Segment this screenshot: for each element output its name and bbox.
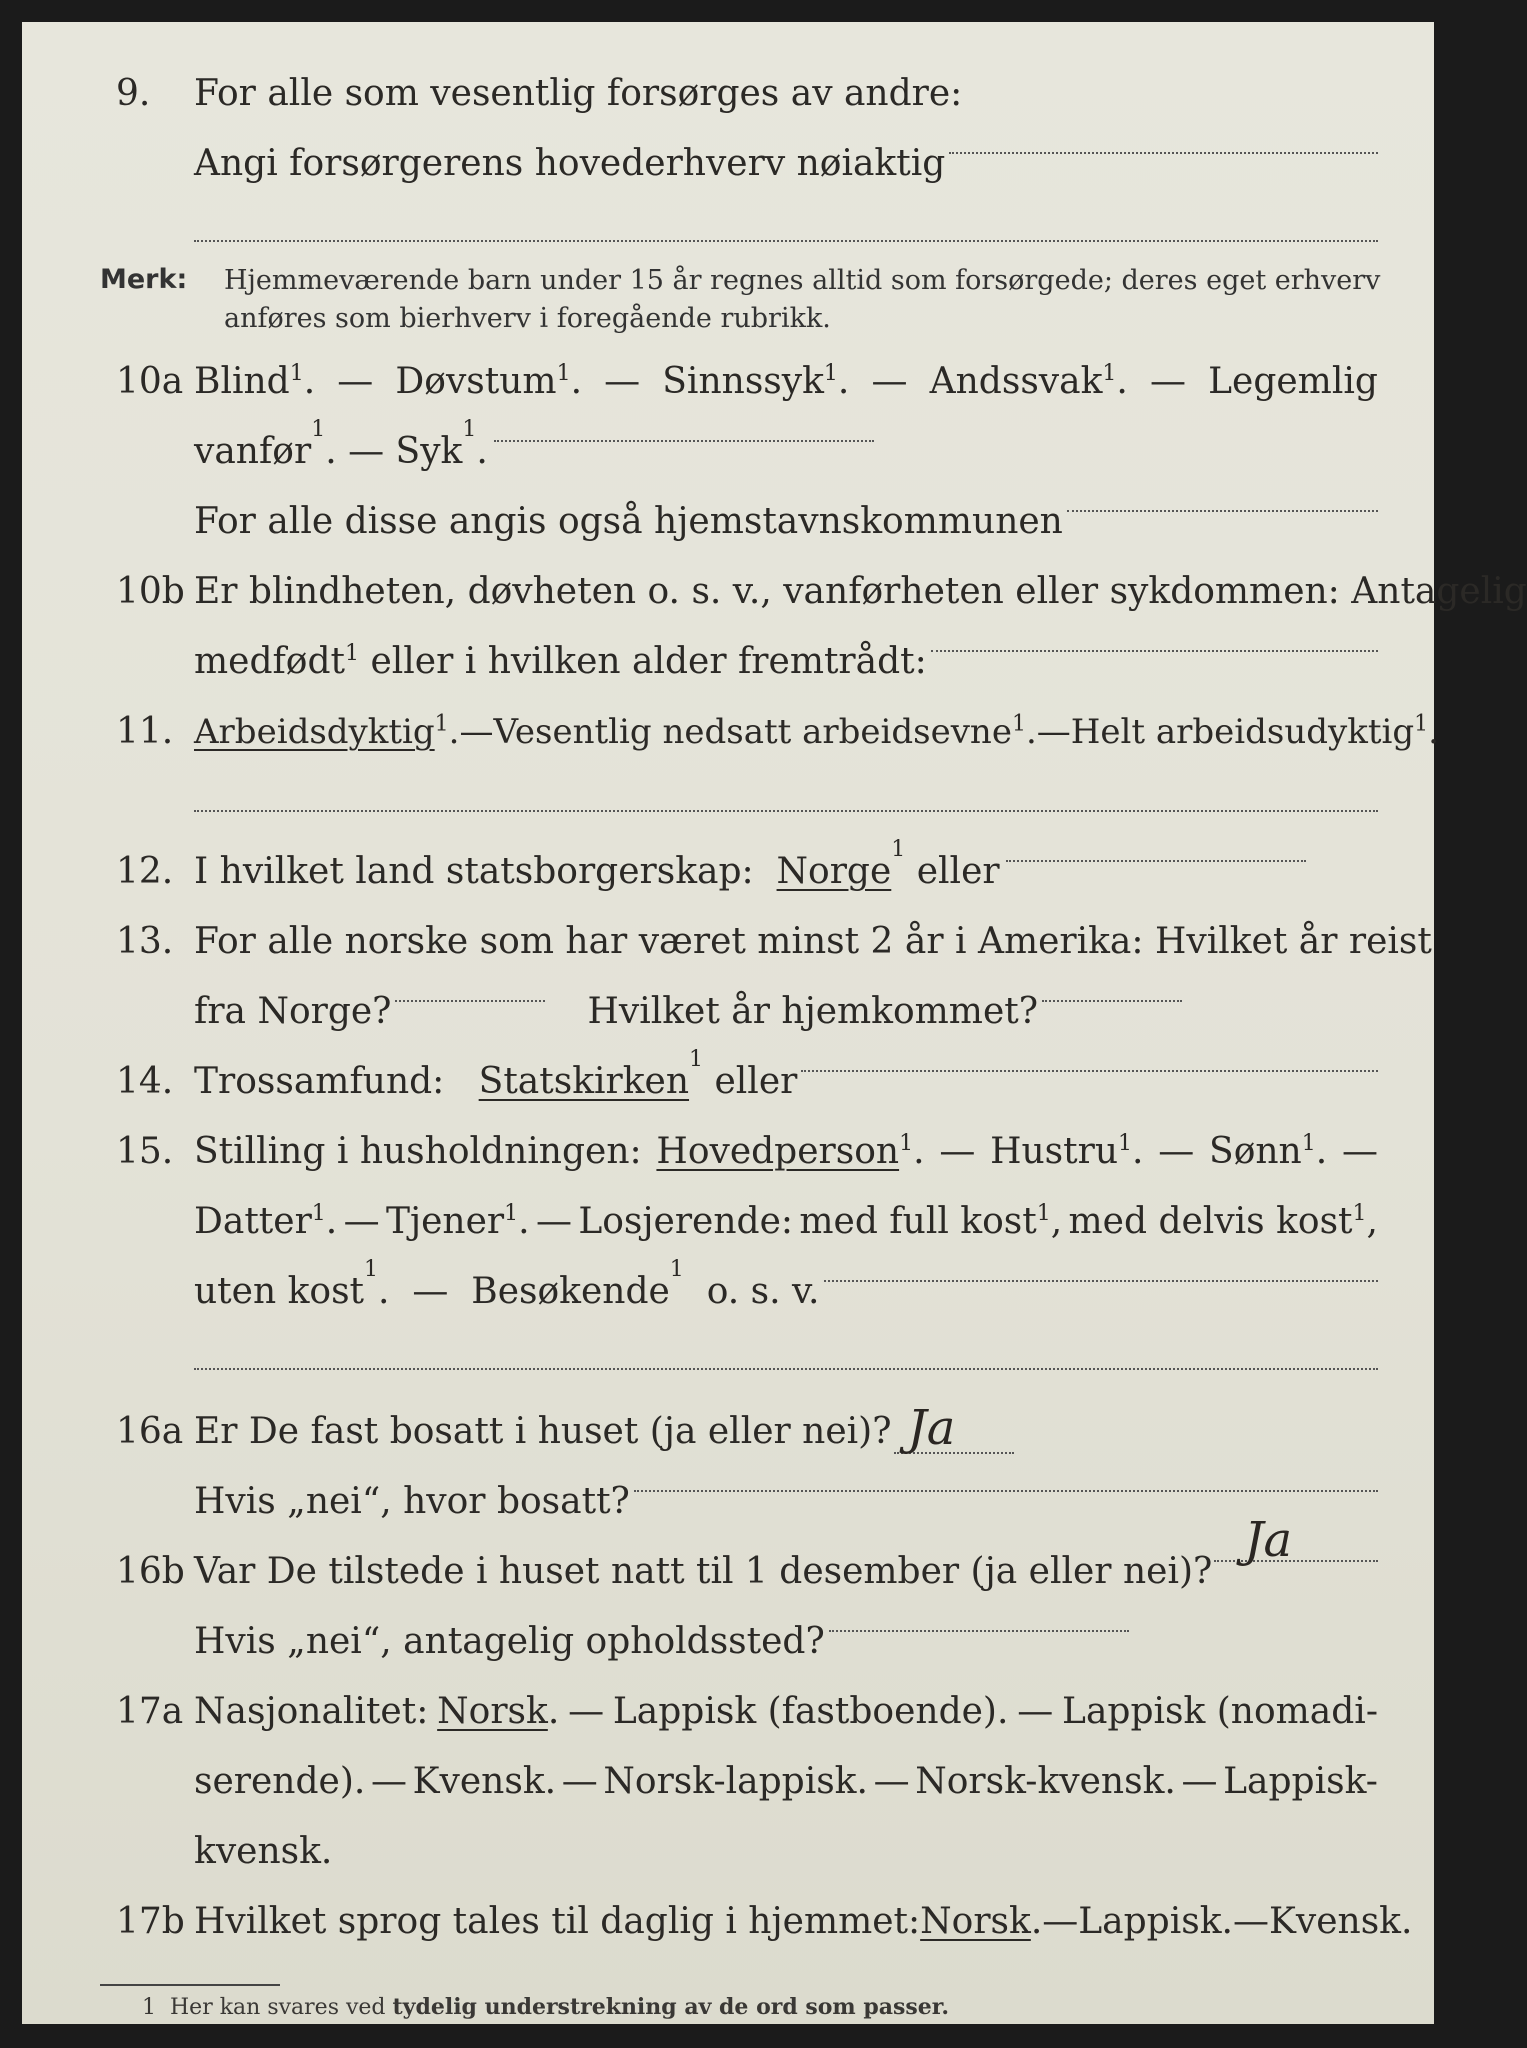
- q11-line1: Arbeidsdyktig$^1$. — Vesentlig nedsatt arbeidsevne$^1$. — Helt arbeidsudyktig$^1$.: [194, 711, 1439, 752]
- footnote-bold-text: tydelig understrekning av de ord som passer.: [392, 1994, 950, 2020]
- q17a-option-norsk-lappisk[interactable]: Norsk-lappisk.: [603, 1761, 868, 1802]
- q17a-line3: kvensk.: [194, 1831, 333, 1872]
- q15-answer-field[interactable]: [824, 1270, 1379, 1282]
- q16b-handwritten-answer: Ja: [1244, 1512, 1293, 1568]
- q9-line2-text: Angi forsørgerens hovederhverv nøiaktig: [194, 143, 946, 184]
- footnote-marker: 1: [142, 1995, 156, 2020]
- q16a-handwritten-answer: Ja: [907, 1400, 956, 1456]
- q16b-followup-field[interactable]: [829, 1620, 1129, 1632]
- q11-option-arbeidsdyktig[interactable]: Arbeidsdyktig: [194, 712, 435, 752]
- q16a-line2: [194, 1480, 1378, 1524]
- q12-eller: eller: [916, 851, 1000, 892]
- q11-extra-line[interactable]: [194, 810, 1378, 812]
- q17b-number: 17b: [116, 1901, 185, 1942]
- q10b-line1: Er blindheten, døvheten o. s. v., vanførheten eller sykdommen: Antagelig: [194, 571, 1527, 612]
- q14-number: 14.: [116, 1061, 174, 1102]
- q12-label: I hvilket land statsborgerskap:: [194, 851, 754, 892]
- q9-extra-line[interactable]: [194, 240, 1378, 242]
- q10b-answer-field[interactable]: [931, 640, 1378, 652]
- q10a-number: 10a: [116, 361, 184, 402]
- q15-label: Stilling i husholdningen:: [194, 1131, 642, 1172]
- q15-osv: o. s. v.: [706, 1271, 820, 1312]
- footnote-text: Her kan svares ved: [170, 1995, 386, 2020]
- q13-line1: For alle norske som har været minst 2 år i Amerika: Hvilket år reist: [194, 921, 1432, 962]
- q12-number: 12.: [116, 851, 174, 892]
- q10a-option-vanfor[interactable]: vanfør: [194, 431, 312, 472]
- q17a-line2: serende). — Kvensk. — Norsk-lappisk. — Norsk-kvensk. — Lappisk-: [194, 1761, 1378, 1802]
- q14-answer-field[interactable]: [801, 1060, 1378, 1072]
- q17a-number: 17a: [116, 1691, 184, 1732]
- q17a-option-kvensk[interactable]: Kvensk.: [412, 1761, 557, 1802]
- q17a-option-lappisk-fast[interactable]: Lappisk (fastboende).: [612, 1691, 1009, 1732]
- q10a-option-syk[interactable]: Syk: [395, 431, 463, 472]
- q10a-option-legemlig[interactable]: Legemlig: [1208, 361, 1378, 402]
- footnote: [142, 1994, 949, 2020]
- q11-option-nedsatt[interactable]: Vesentlig nedsatt arbeidsevne: [493, 712, 1012, 752]
- q16b-followup: Hvis „nei“, antagelig opholdssted?: [194, 1621, 825, 1662]
- q11-number: 11.: [116, 711, 174, 752]
- q10b-option-medfodt[interactable]: medfødt: [194, 641, 345, 682]
- q16a-followup-field[interactable]: [634, 1480, 1378, 1492]
- q13-return-question: Hvilket år hjemkommet?: [587, 991, 1039, 1032]
- q17a-option-lappisk-kvensk[interactable]: Lappisk-: [1223, 1761, 1378, 1802]
- q17a-label: Nasjonalitet:: [194, 1691, 429, 1732]
- q10b-number: 10b: [116, 571, 185, 612]
- q14-option-statskirken[interactable]: Statskirken: [478, 1061, 690, 1102]
- q13-return-field[interactable]: [1042, 990, 1182, 1002]
- q13-number: 13.: [116, 921, 174, 962]
- q16a-answer-field[interactable]: [894, 1400, 1014, 1456]
- q15-option-datter[interactable]: Datter: [194, 1201, 312, 1242]
- q9-answer-field[interactable]: [949, 142, 1378, 154]
- q15-option-sonn[interactable]: Sønn: [1209, 1131, 1302, 1172]
- merk-line2: anføres som bierhverv i foregående rubrikk.: [224, 303, 831, 334]
- q9-line2: [194, 142, 1378, 186]
- q16b-line1: [194, 1512, 1378, 1594]
- q15-losjerende-label: Losjerende:: [578, 1201, 794, 1242]
- q10a-option-andssvak[interactable]: Andssvak: [929, 361, 1103, 402]
- q16a-number: 16a: [116, 1411, 184, 1452]
- q17b-option-kvensk[interactable]: Kvensk.: [1268, 1901, 1413, 1942]
- q14-line1: Trossamfund: Statskirken 1 eller: [194, 1060, 1378, 1104]
- q13-line2: [194, 990, 1378, 1034]
- q10a-home-field[interactable]: [1067, 500, 1378, 512]
- q15-extra-line[interactable]: [194, 1368, 1378, 1370]
- q16a-line1: [194, 1400, 1378, 1456]
- q10a-option-blind[interactable]: Blind: [194, 361, 290, 402]
- q12-option-norge[interactable]: Norge: [776, 851, 892, 892]
- q15-number: 15.: [116, 1131, 174, 1172]
- census-form-page: [22, 22, 1527, 2024]
- q10a-answer-field[interactable]: [494, 430, 874, 442]
- q17a-line1: Nasjonalitet: Norsk. — Lappisk (fastboende). — Lappisk (nomadi-: [194, 1691, 1378, 1732]
- q16b-answer-field[interactable]: [1214, 1512, 1378, 1594]
- q16b-line2: [194, 1620, 1378, 1664]
- q14-label: Trossamfund:: [194, 1061, 445, 1102]
- q10a-line2: vanfør 1 . — Syk 1 .: [194, 430, 1378, 474]
- q16b-number: 16b: [116, 1551, 185, 1592]
- q10a-option-dovstum[interactable]: Døvstum: [395, 361, 557, 402]
- merk-text: [224, 262, 1382, 338]
- q15-option-uten-kost[interactable]: uten kost: [194, 1271, 365, 1312]
- footnote-rule: [100, 1984, 280, 1986]
- q15-option-hovedperson[interactable]: Hovedperson: [656, 1131, 900, 1172]
- q15-line2: Datter$^1$. — Tjener$^1$. — Losjerende: med full kost$^1$, med delvis kost$^1$,: [194, 1201, 1378, 1242]
- q15-option-delvis-kost[interactable]: med delvis kost: [1068, 1201, 1353, 1242]
- q17a-option-nomadiserende[interactable]: serende).: [194, 1761, 366, 1802]
- q13-left-question: fra Norge?: [194, 991, 392, 1032]
- q16a-followup: Hvis „nei“, hvor bosatt?: [194, 1481, 630, 1522]
- q16b-question: Var De tilstede i huset natt til 1 desember (ja eller nei)?: [194, 1551, 1213, 1592]
- q17b-option-lappisk[interactable]: Lappisk.: [1078, 1901, 1233, 1942]
- q13-left-field[interactable]: [395, 990, 545, 1002]
- q17a-option-norsk-kvensk[interactable]: Norsk-kvensk.: [915, 1761, 1176, 1802]
- q16a-question: Er De fast bosatt i huset (ja eller nei)?: [194, 1411, 892, 1452]
- q10b-line2: medfødt$^1$ eller i hvilken alder fremtrådt:: [194, 640, 1378, 684]
- q12-answer-field[interactable]: [1006, 850, 1306, 862]
- q10a-option-sinnssyk[interactable]: Sinnssyk: [662, 361, 824, 402]
- q15-option-tjener[interactable]: Tjener: [385, 1201, 505, 1242]
- q12-line1: I hvilket land statsborgerskap: Norge 1 eller: [194, 850, 1378, 894]
- q10b-line2-text: eller i hvilken alder fremtrådt:: [370, 641, 927, 682]
- merk-line1: Hjemmeværende barn under 15 år regnes alltid som forsørgede; deres eget erhverv: [224, 265, 1381, 296]
- q15-line3: uten kost 1 . — Besøkende 1 o. s. v.: [194, 1270, 1378, 1314]
- q15-line1: Stilling i husholdningen: Hovedperson$^1$. — Hustru$^1$. — Sønn$^1$. —: [194, 1131, 1378, 1172]
- q9-line1: For alle som vesentlig forsørges av andre:: [194, 73, 963, 114]
- q9-number: 9.: [116, 73, 151, 114]
- q17a-option-lappisk-nomadi[interactable]: Lappisk (nomadi-: [1062, 1691, 1378, 1732]
- q10a-line1: Blind$^1$. — Døvstum$^1$. — Sinnssyk$^1$. — Andssvak$^1$. — Legemlig: [194, 361, 1378, 402]
- merk-label: Merk:: [100, 264, 188, 295]
- q14-eller: eller: [714, 1061, 798, 1102]
- q17b-option-norsk[interactable]: Norsk: [920, 1901, 1031, 1942]
- q15-option-full-kost[interactable]: med full kost: [799, 1201, 1037, 1242]
- q10a-line3-text: For alle disse angis også hjemstavnskommunen: [194, 501, 1063, 542]
- q17a-option-norsk[interactable]: Norsk: [437, 1691, 548, 1732]
- q11-option-arbeidsudyktig[interactable]: Helt arbeidsudyktig: [1070, 712, 1415, 752]
- q15-option-hustru[interactable]: Hustru: [990, 1131, 1119, 1172]
- q17b-line1: Hvilket sprog tales til daglig i hjemmet: Norsk. — Lappisk. — Kvensk.: [194, 1901, 1413, 1942]
- q10a-line3: [194, 500, 1378, 544]
- q15-option-besokende[interactable]: Besøkende: [471, 1271, 670, 1312]
- q17b-label: Hvilket sprog tales til daglig i hjemmet:: [194, 1901, 921, 1942]
